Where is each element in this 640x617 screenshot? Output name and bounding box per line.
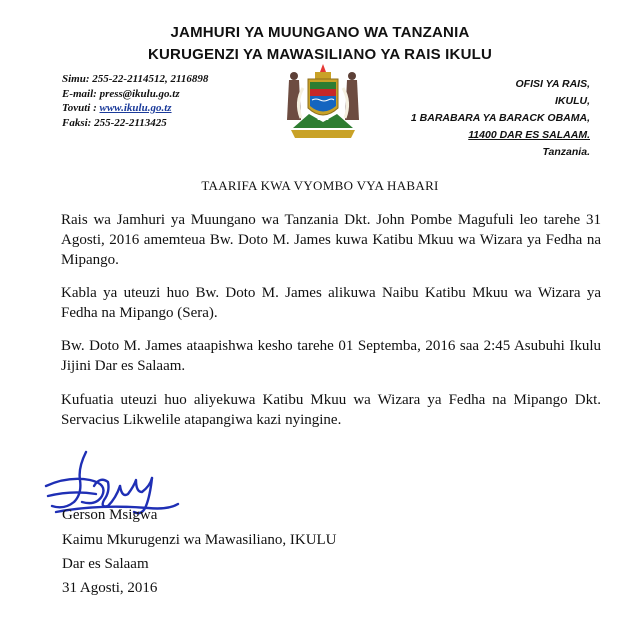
paragraph-swearing-in: Bw. Doto M. James ataapishwa kesho tarehe 01 Septemba, 2016 saa 2:45 Asubuhi Ikulu Jijini Dar es Salaam.	[61, 338, 601, 374]
website-label: Tovuti :	[62, 102, 100, 114]
fax-number: Faksi: 255-22-2113425	[62, 116, 167, 129]
paragraph-appointment: Rais wa Jamhuri ya Muungano wa Tanzania Dkt. John Pombe Magufuli leo tarehe 31 Agosti, 2016 amemteua Bw. Doto M. James kuwa Katibu Mkuu wa Wizara ya Fedha na Mipango.	[61, 212, 601, 268]
signatory-title: Kaimu Mkurugenzi wa Mawasiliano, IKULU	[62, 532, 337, 548]
signatory-place: Dar es Salaam	[62, 556, 149, 572]
letterhead-country: JAMHURI YA MUUNGANO WA TANZANIA	[170, 24, 470, 41]
letterhead-directorate: KURUGENZI YA MAWASILIANO YA RAIS IKULU	[147, 46, 493, 63]
notice-title: TAARIFA KWA VYOMBO VYA HABARI	[201, 178, 439, 193]
website-row	[62, 101, 208, 116]
contact-details-right	[411, 76, 590, 161]
signatory-name: Gerson Msigwa	[62, 507, 158, 523]
contact-details-left	[62, 72, 208, 130]
paragraph-previous-role: Kabla ya uteuzi huo Bw. Doto M. James alikuwa Naibu Katibu Mkuu wa Wizara ya Fedha na Mipango (Sera).	[61, 285, 601, 321]
signatory-date: 31 Agosti, 2016	[62, 580, 158, 596]
email-address: E-mail: press@ikulu.go.tz	[62, 87, 180, 100]
office-postal: 11400 DAR ES SALAAM.	[468, 129, 590, 141]
office-street: 1 BARABARA YA BARACK OBAMA,	[410, 112, 590, 124]
paragraph-reassignment: Kufuatia uteuzi huo aliyekuwa Katibu Mkuu wa Wizara ya Fedha na Mipango Dkt. Servacius Likwelile atapangiwa kazi nyingine.	[61, 392, 601, 428]
coat-of-arms-icon	[279, 62, 367, 142]
office-building: IKULU,	[555, 95, 590, 107]
website-link[interactable]: www.ikulu.go.tz	[99, 102, 172, 114]
phone-number: Simu: 255-22-2114512, 2116898	[62, 73, 209, 85]
office-name: OFISI YA RAIS,	[515, 78, 590, 90]
office-country: Tanzania.	[542, 146, 590, 158]
